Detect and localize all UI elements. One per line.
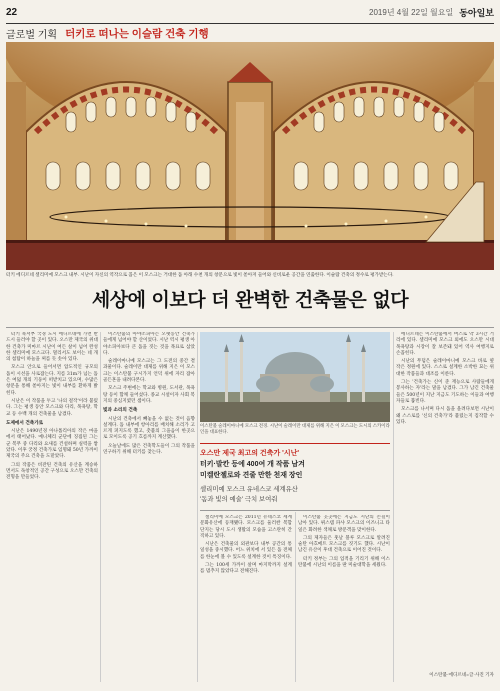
article-column-2 bbox=[103, 332, 195, 682]
headline: 세상에 이보다 더 완벽한 건축물은 없다 bbox=[91, 289, 409, 311]
subheading: 빛과 소리의 건축 bbox=[103, 408, 138, 414]
paragraph: 시난의 건축에서 빼놓을 수 없는 것이 음향 설계다. 돔 내부에 항아리를 배치해 소리가 고르게 퍼지도록 했고, 촛불의 그을음이 한곳으로 모이도록 공기 흐름까지 계산했다. bbox=[103, 416, 195, 441]
photo-caption: 터키 에디르네 셀리미예 모스크 내부. 시난이 자신의 역작으로 꼽은 이 모스크는 거대한 돔 아래 수천 개의 창문으로 빛이 쏟아져 들어와 신비로운 공간을 연출한다. 이슬람 건축의 정수로 평가받는다. bbox=[6, 272, 394, 277]
page-header bbox=[6, 0, 494, 24]
paragraph: 이스탄불의 아야소피아는 오랫동안 건축가들에게 넘어야 할 산이었다. 시난 역시 평생 아야소피아보다 큰 돔을 짓는 것을 목표로 삼았다. bbox=[103, 332, 195, 356]
column-divider bbox=[393, 332, 394, 682]
byline: 이스탄불·에디르네=글·사진 기자 bbox=[429, 672, 494, 677]
mosque-interior-photo bbox=[6, 42, 494, 270]
pull-quote-line: 터키·발칸 등에 400여 개 작품 남겨 bbox=[200, 461, 305, 468]
newspaper-brand: 동아일보 bbox=[459, 7, 494, 18]
small-photo-caption: 이스탄불 술레이마니예 모스크 전경. 시난이 술레이만 대제를 위해 지은 이 모스크는 도시의 스카이라인을 대표한다. bbox=[200, 423, 390, 434]
paragraph: 터키 정부는 그의 업적을 기리기 위해 이스탄불에 시난의 이름을 딴 미술대학을 세웠다. bbox=[298, 556, 390, 569]
paragraph: 터키 북서부 국경 도시 에디르네에 가면 반드시 들러야 할 곳이 있다. 오스만 제국의 위대한 건축가 미마르 시난이 여든 살이 넘어 완성한 셀리미예 모스크다. 멀리서도 보이는 네 개의 첨탑이 하늘을 찌를 듯 솟아 있다. bbox=[6, 332, 98, 363]
mosque-exterior-photo bbox=[200, 332, 390, 422]
paragraph: 모스크 안으로 들어서면 압도적인 규모의 돔이 시선을 사로잡는다. 지름 31m가 넘는 돔은 여덟 개의 기둥이 떠받치고 있으며, 수많은 창문을 통해 쏟아지는 빛이 내부를 환하게 밝힌다. bbox=[6, 365, 98, 396]
article-column-5 bbox=[396, 332, 494, 682]
paragraph: 시난은 1490년경 아나톨리아의 작은 마을에서 태어났다. 예니체리 군단에 징집된 그는 군 복무 중 다리와 요새를 건설하며 실력을 쌓았다. 이후 궁정 건축가로 임명돼 50년 가까이 제국의 주요 건축을 도맡았다. bbox=[6, 429, 98, 460]
page-number: 22 bbox=[6, 6, 18, 18]
section-tag: 글로벌 기획 bbox=[6, 29, 58, 41]
paragraph: 이스탄불 곳곳에는 지금도 시난의 손길이 남아 있다. 뤼스템 파샤 모스크의 이즈니크 타일은 화려한 색채로 방문객을 맞이한다. bbox=[298, 515, 390, 533]
paragraph: 그의 제자들은 훗날 블루 모스크로 알려진 술탄 아흐메트 모스크를 짓기도 했다. 시난이 남긴 유산이 후대 건축으로 이어진 것이다. bbox=[298, 535, 390, 554]
pull-quote bbox=[200, 443, 390, 511]
paragraph: 에디르네는 이스탄불에서 버스로 약 3시간 거리에 있다. 셀리미예 모스크 외에도 오스만 시대 목욕탕과 시장이 잘 보존돼 있어 역사 여행지로 손꼽힌다. bbox=[396, 332, 494, 356]
header-rule bbox=[6, 23, 494, 24]
headline-rule bbox=[6, 327, 494, 328]
series-title: 터키로 떠나는 이슬람 건축 기행 bbox=[65, 27, 209, 40]
paragraph: 그는 '건축가는 신이 준 재능으로 사람들에게 봉사하는 자'라는 말을 남겼다. 그가 남긴 건축물들은 500년이 지난 지금도 기도하는 이들과 여행자들로 붐빈다. bbox=[396, 380, 494, 404]
section-banner bbox=[6, 25, 494, 41]
paragraph: 모스크 주변에는 학교와 병원, 도서관, 목욕탕 등이 함께 들어섰다. 종교 시설이자 사회 복지의 중심지였던 셈이다. bbox=[103, 386, 195, 404]
article-column-1 bbox=[6, 332, 98, 682]
column-divider bbox=[197, 332, 198, 682]
column-divider bbox=[100, 332, 101, 682]
pull-quote-line: 오스만 제국 최고의 건축가 '시난' bbox=[200, 450, 300, 457]
paragraph: 시난은 이 작품을 두고 '나의 걸작'이라 불렀다. 그는 평생 동안 모스크와 다리, 목욕탕, 학교 등 수백 개의 건축물을 남겼다. bbox=[6, 398, 98, 417]
issue-date: 2019년 4월 22일 월요일 bbox=[369, 7, 454, 17]
article-column-4 bbox=[298, 515, 390, 681]
paragraph: 셀리미예 모스크는 2011년 유네스코 세계문화유산에 등재됐다. 모스크를 둘러싼 복합 단지는 당시 도시 생활의 모습을 고스란히 간직하고 있다. bbox=[200, 515, 292, 539]
paragraph: 그의 작품은 비잔틴 건축의 유산을 계승하면서도 독창적인 공간 구성으로 오스만 건축의 전형을 만들었다. bbox=[6, 462, 98, 481]
paragraph: 시난의 무덤은 술레이마니예 모스크 바로 옆 작은 정원에 있다. 스스로 설계한 소박한 묘는 위대한 작품들과 대조를 이룬다. bbox=[396, 359, 494, 377]
paragraph: 그는 100세 가까이 살며 마지막까지 설계를 멈추지 않았다고 전해진다. bbox=[200, 563, 292, 575]
paragraph: 모스크를 나서며 다시 돔을 올려다보면 시난이 왜 스스로를 '신의 건축가'라 불렀는지 짐작할 수 있다. bbox=[396, 407, 494, 425]
paragraph: 오늘날에도 많은 건축학도들이 그의 작품을 연구하기 위해 터키를 찾는다. bbox=[103, 443, 195, 456]
subheading: 도제에서 건축가로 bbox=[6, 420, 44, 426]
paragraph: 술레이마니예 모스크는 그 도전의 중간 결과물이다. 술레이만 대제를 위해 지은 이 모스크는 이스탄불 구시가지 언덕 위에 자리 잡아 골든혼을 내려다본다. bbox=[103, 359, 195, 384]
article-column-3 bbox=[200, 515, 292, 681]
pull-quote-line: 셀리미예 모스크 유네스코 세계유산 bbox=[200, 486, 298, 493]
pull-quote-line: 미켈란젤로와 견줄 만한 천재 장인 bbox=[200, 472, 303, 479]
column-divider bbox=[295, 512, 296, 682]
pull-quote-line: '돔과 빛의 예술' 극치 보여줘 bbox=[200, 496, 278, 503]
paragraph: 시난은 건축물의 외관보다 내부 공간의 통일성을 중시했다. 어느 위치에 서 있든 돔 전체를 한눈에 볼 수 있도록 설계한 것이 특징이다. bbox=[200, 542, 292, 560]
